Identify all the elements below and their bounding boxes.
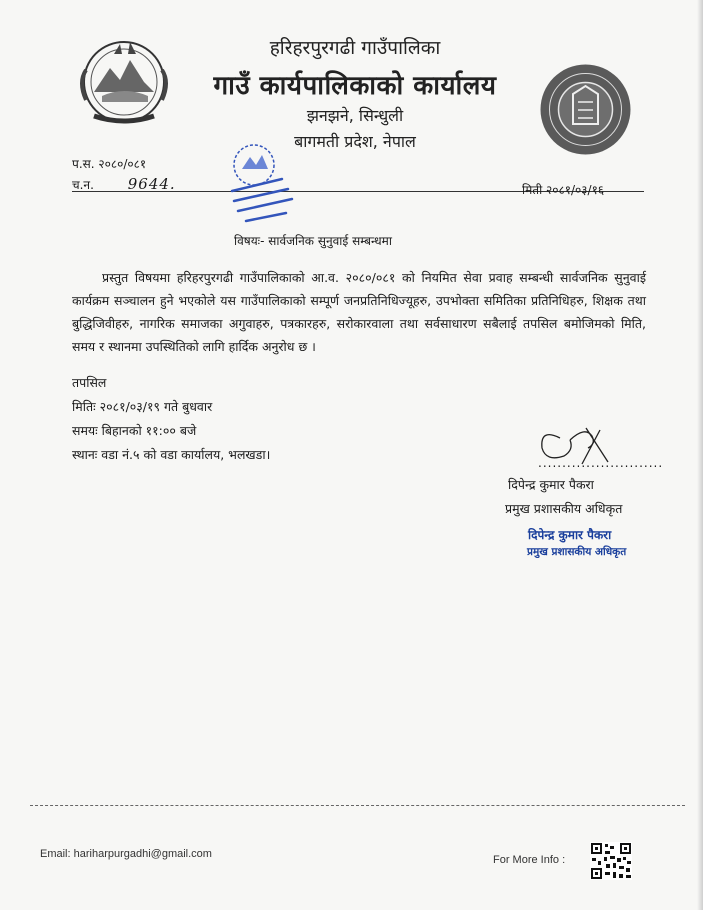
- letter-date: मिती २०८१/०३/१६: [522, 183, 605, 197]
- stamp-signatory-name: दिपेन्द्र कुमार पैकरा: [528, 528, 612, 542]
- signatory-name: दिपेन्द्र कुमार पैकरा: [508, 477, 594, 492]
- details-time: समयः बिहानको ११:०० बजे: [72, 423, 197, 438]
- letter-subject: विषयः- सार्वजनिक सुनुवाई सम्बन्धमा: [234, 234, 392, 248]
- footer-more-info: For More Info :: [493, 854, 566, 866]
- reference-cn-label: च.न.: [72, 178, 94, 192]
- details-heading: तपसिल: [72, 375, 107, 390]
- qr-code-icon: [590, 842, 632, 880]
- office-name: गाउँ कार्यपालिकाको कार्यालय: [213, 71, 497, 101]
- reference-ps: प.स. २०८०/०८१: [72, 157, 147, 171]
- municipality-name: हरिहरपुरगढी गाउँपालिका: [269, 37, 441, 59]
- letter-body: [72, 266, 646, 358]
- signature-dots: ..........................: [538, 456, 664, 470]
- schedule-details: [72, 371, 270, 467]
- signatory-title: प्रमुख प्रशासकीय अधिकृत: [505, 501, 623, 516]
- office-location: झनझने, सिन्धुली: [306, 106, 404, 125]
- footer-divider: [30, 805, 685, 806]
- office-stamp-icon: [212, 135, 307, 230]
- body-paragraph: प्रस्तुत विषयमा हरिहरपुरगढी गाउँपालिकाको आ.व. २०८०/०८१ को नियमित सेवा प्रवाह सम्बन्धी सार्वजनिक सुनुवाई कार्यक्रम सञ्चालन हुने भएकोले यस गाउँपालिकाको सम्पूर्ण जनप्रतिनिधिज्यूहरु, उपभोक्ता समितिका प्रतिनिधिहरु, शिक्षक तथा बुद्धिजिवीहरु, नागरिक समाजका अगुवाहरु, पत्रकारहरु, सरोकारवाला तथा सर्वसाधारण सबैलाई तपसिल बमोजिमको मिति, समय र स्थानमा उपस्थितिको लागि हार्दिक अनुरोध छ ।: [72, 270, 646, 354]
- footer-email: Email: hariharpurgadhi@gmail.com: [40, 848, 212, 860]
- reference-cn-number: 9644.: [127, 175, 176, 193]
- nepal-emblem-icon: [72, 30, 176, 130]
- stamp-signatory-title: प्रमुख प्रशासकीय अधिकृत: [527, 546, 627, 558]
- details-date: मितिः २०८१/०३/१९ गते बुधवार: [72, 399, 213, 414]
- province-country: बागमती प्रदेश, नेपाल: [294, 132, 416, 151]
- municipal-seal-icon: [538, 62, 633, 157]
- details-place: स्थानः वडा नं.५ को वडा कार्यालय, भलखडा।: [72, 447, 271, 462]
- page-edge-shadow: [697, 0, 703, 910]
